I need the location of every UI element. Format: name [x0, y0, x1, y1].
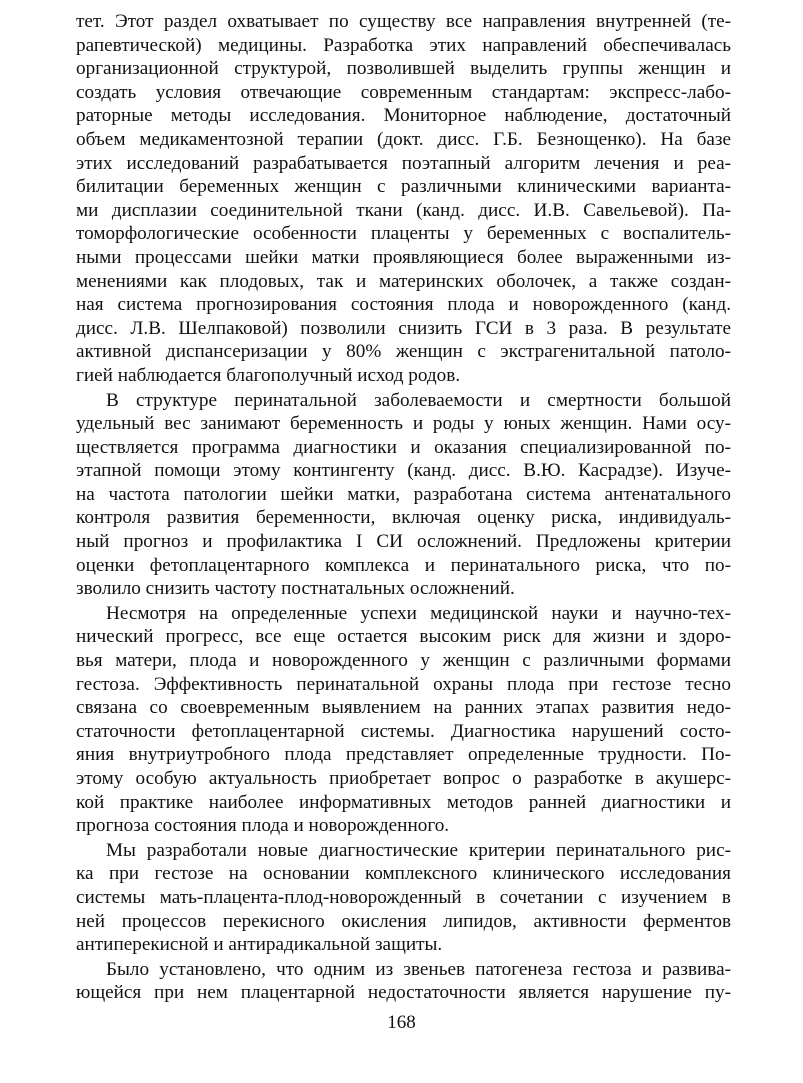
text-line: статочности фетоплацентарной системы. Диагностика нарушений состо-: [76, 720, 731, 742]
body-text: [76, 10, 731, 1005]
text-line: прогноза состояния плода и новорожденного.: [76, 815, 450, 837]
text-line: объем медикаментозной терапии (докт. дисс. Г.Б. Безнощенко). На базе: [76, 128, 731, 150]
text-line: ми дисплазии соединительной ткани (канд. дисс. И.В. Савельевой). Па-: [76, 199, 731, 221]
text-line: ющейся при нем плацентарной недостаточности является нарушение пу-: [76, 982, 731, 1004]
text-line: связана со своевременным выявлением на ранних этапах развития недо-: [76, 697, 731, 719]
paragraph: [76, 958, 731, 1005]
text-line: ка при гестозе на основании комплексного клинического исследования: [76, 863, 731, 885]
text-line: гестоза. Эффективность перинатальной охраны плода при гестозе тесно: [76, 673, 731, 695]
text-line: В структуре перинатальной заболеваемости и смертности большой: [106, 389, 731, 411]
text-line: ный прогноз и профилактика I СИ осложнений. Предложены критерии: [76, 531, 731, 553]
text-line: зволило снизить частоту постнатальных осложнений.: [76, 578, 515, 600]
page-number: 168: [387, 1012, 416, 1033]
text-line: ществляется программа диагностики и оказания специализированной по-: [76, 436, 731, 458]
text-line: ная система прогнозирования состояния плода и новорожденного (канд.: [76, 294, 731, 316]
text-line: организационной структурой, позволившей выделить группы женщин и: [76, 58, 731, 80]
text-line: системы мать-плацента-плод-новорожденный в сочетании с изучением в: [76, 886, 731, 908]
text-line: активной диспансеризации у 80% женщин с экстрагенитальной патоло-: [76, 341, 731, 363]
text-line: этих исследований разрабатывается поэтапный алгоритм лечения и реа-: [76, 152, 731, 174]
text-line: гией наблюдается благополучный исход родов.: [76, 364, 461, 386]
text-line: удельный вес занимают беременность и роды у юных женщин. Нами осу-: [76, 413, 731, 435]
text-line: менениями как плодовых, так и материнских оболочек, а также создан-: [76, 270, 731, 292]
text-line: Несмотря на определенные успехи медицинской науки и научно-тех-: [106, 602, 731, 624]
text-line: вья матери, плода и новорожденного у женщин с различными формами: [76, 650, 731, 672]
text-line: томорфологические особенности плаценты у беременных с воспалитель-: [76, 223, 731, 245]
text-line: рапевтической) медицины. Разработка этих направлений обеспечивалась: [76, 34, 731, 56]
text-line: кой практике наиболее информативных методов ранней диагностики и: [76, 791, 731, 813]
text-line: билитации беременных женщин с различными клиническими варианта-: [76, 176, 731, 198]
text-line: этапной помощи этому контингенту (канд. дисс. В.Ю. Касрадзе). Изуче-: [76, 460, 731, 482]
text-line: Было установлено, что одним из звеньев патогенеза гестоза и развива-: [106, 958, 731, 980]
text-line: на частота патологии шейки матки, разработана система антенатального: [76, 483, 731, 505]
text-line: раторные методы исследования. Мониторное наблюдение, достаточный: [76, 105, 731, 127]
text-line: ными процессами шейки матки проявляющиеся более выраженными из-: [76, 246, 731, 268]
text-line: контроля развития беременности, включая оценку риска, индивидуаль-: [76, 507, 731, 529]
text-line: нический прогресс, все еще остается высоким риск для жизни и здоро-: [76, 626, 731, 648]
paragraph: [76, 602, 731, 838]
text-line: дисс. Л.В. Шелпаковой) позволили снизить ГСИ в 3 раза. В результате: [76, 317, 731, 339]
text-line: оценки фетоплацентарного комплекса и перинатального риска, что по-: [76, 554, 731, 576]
text-line: создать условия отвечающие современным стандартам: экспресс-лабо-: [76, 81, 731, 103]
text-line: антиперекисной и антирадикальной защиты.: [76, 934, 443, 956]
text-line: этому особую актуальность приобретает вопрос о разработке в акушерс-: [76, 768, 731, 789]
text-line: Мы разработали новые диагностические критерии перинатального рис-: [106, 839, 731, 861]
text-line: тет. Этот раздел охватывает по существу все направления внутренней (те-: [76, 11, 731, 32]
paragraph: [76, 10, 731, 388]
text-line: яния внутриутробного плода представляет определенные трудности. По-: [76, 744, 731, 766]
paragraph: [76, 839, 731, 957]
paragraph: [76, 389, 731, 601]
text-line: ней процессов перекисного окисления липидов, активности ферментов: [76, 910, 731, 932]
